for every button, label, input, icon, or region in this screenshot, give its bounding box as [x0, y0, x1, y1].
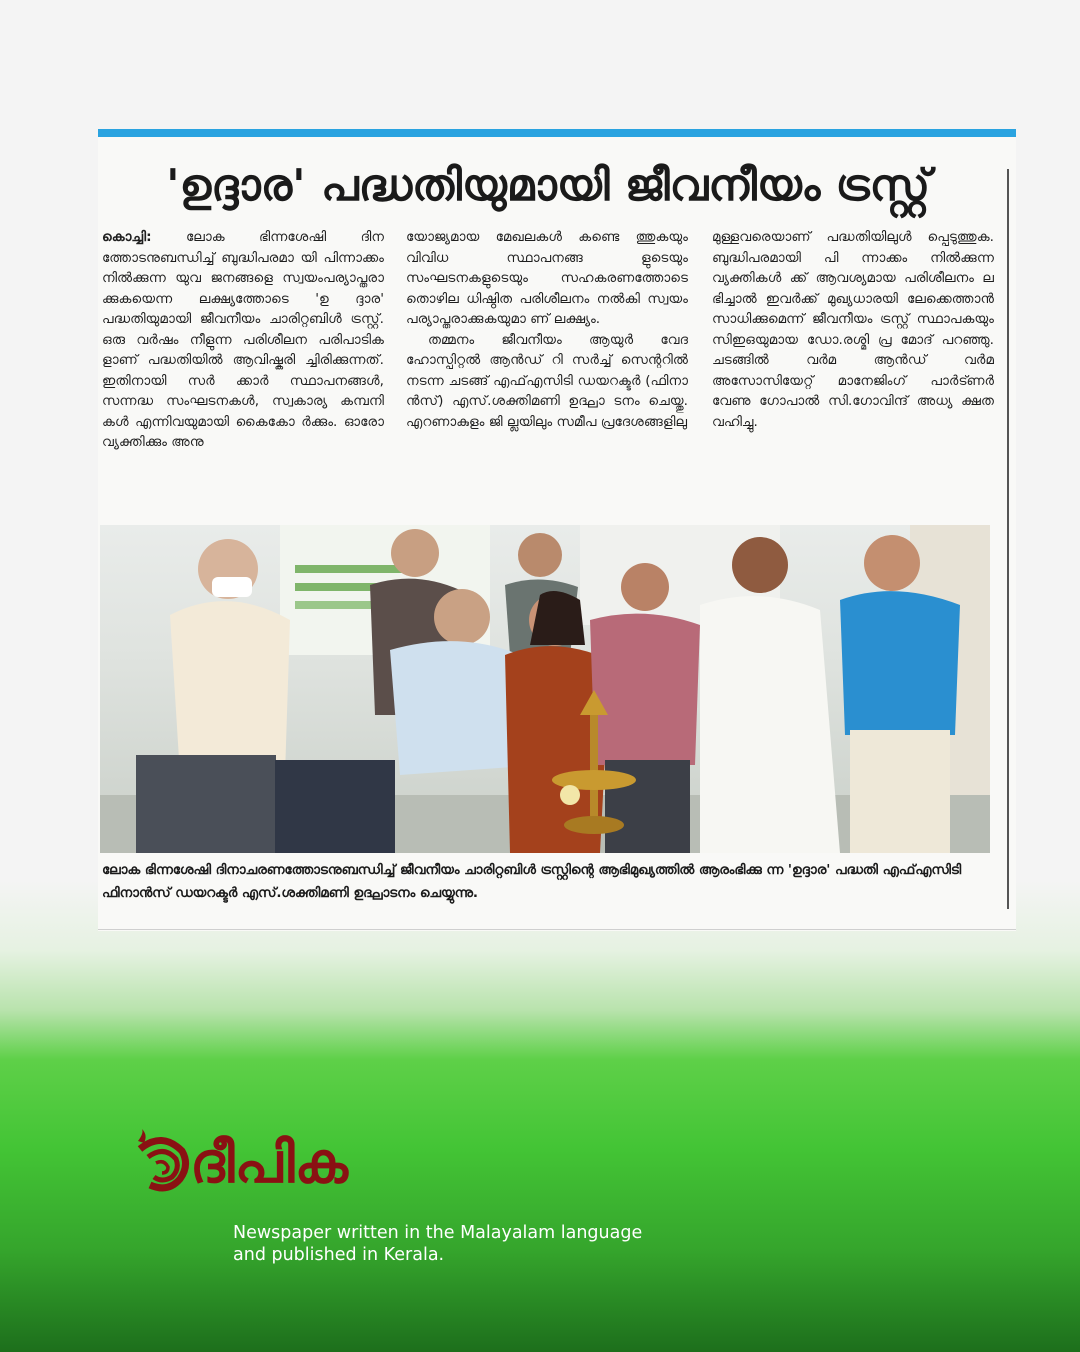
- person-6-shirt: [590, 614, 700, 765]
- person-4-trousers: [275, 760, 395, 853]
- newspaper-clipping: [98, 129, 1016, 931]
- person-7-head: [732, 537, 788, 593]
- person-6-head: [621, 563, 669, 611]
- column-rule: [1007, 169, 1009, 909]
- article-column-3: [712, 227, 994, 509]
- person-1-trousers: [136, 755, 276, 853]
- person-8-head: [864, 535, 920, 591]
- person-8-trousers: [850, 730, 950, 853]
- brand-tagline: Newspaper written in the Malayalam language and published in Kerala.: [233, 1223, 643, 1265]
- logo-wordmark: ദീപിക: [190, 1131, 348, 1196]
- article-column-2: [406, 227, 688, 509]
- article-headline: 'ഉദ്ദാര' പദ്ധതിയുമായി ജീവനീയം ട്രസ്റ്റ്: [166, 160, 930, 211]
- photo-illustration: [100, 525, 990, 853]
- clipping-bottom-rule: [98, 929, 1016, 930]
- person-1-shirt: [170, 601, 290, 775]
- article-column-1: [102, 227, 384, 509]
- article-dateline: കൊച്ചി:: [102, 229, 152, 245]
- person-4-head: [434, 589, 490, 645]
- person-7-cassock: [700, 596, 840, 853]
- lamp-base: [564, 816, 624, 834]
- column-3-text: മുള്ളവരെയാണ് പദ്ധതിയിലുൾ പ്പെടുത്തുക. ബുദ്ധിപരമായി പി ന്നാക്കം നിൽക്കുന്ന വ്യക്തികൾ ക്ക് ആവശ്യമായ പരിശീലനം ല ഭിച്ചാൽ ഇവർക്ക് മുഖ്യധാരയി ലേക്കെത്താൻ സാധിക്കുമെന്ന് ജീവനീയം ട്രസ്റ്റ് സ്ഥാപകയും സിഇഒയുമായ ഡോ.രശ്മി പ്ര മോദ് പറഞ്ഞു. ചടങ്ങിൽ വർമ ആൻഡ് വർമ അസോസിയേറ്റ് മാനേജിംഗ് പാർട്ണർ വേണു ഗോപാൽ സി.ഗോവിന്ദ് അധ്യ ക്ഷത വഹിച്ചു.: [712, 229, 994, 430]
- lamp-swirl-icon: [132, 1127, 192, 1201]
- person-2-head: [391, 529, 439, 577]
- flower-garland: [560, 785, 580, 805]
- column-1-text: ലോക ഭിന്നശേഷി ദിന ത്തോടനുബന്ധിച്ച് ബുദ്ധിപരമാ യി പിന്നാക്കം നിൽക്കുന്ന യുവ ജനങ്ങളെ സ്വയംപര്യാപ്തരാ ക്കുകയെന്ന ലക്ഷ്യത്തോടെ 'ഉ ദ്ദാര' പദ്ധതിയുമായി ജീവനീയം ചാരിറ്റബിൾ ട്രസ്റ്റ്. ഒരു വർഷം നീളുന്ന പരിശീലന പരിപാടിക ളാണ് പദ്ധതിയിൽ ആവിഷ്കരി ച്ചിരിക്കുന്നത്. ഇതിനായി സർ ക്കാർ സ്ഥാപനങ്ങൾ, സന്നദ്ധ സംഘടനകൾ, സ്വകാര്യ കമ്പനി കൾ എന്നിവയുമായി കൈകോ ർക്കും. ഓരോ വ്യക്തിക്കും അനു: [102, 229, 384, 450]
- person-3-head: [518, 533, 562, 577]
- column-2-paragraph-1: യോജ്യമായ മേഖലകൾ കണ്ടെ ത്തുകയും വിവിധ സ്ഥാപനങ്ങ ളുടെയും സംഘടനകളുടെയും സഹകരണത്തോടെ തൊഴില ധിഷ്ഠിത പരിശീലനം നൽകി സ്വയം പര്യാപ്തരാക്കുകയുമാ ണ് ലക്ഷ്യം.: [406, 229, 688, 327]
- deepika-logo: [132, 1127, 512, 1201]
- photo-caption: ലോക ഭിന്നശേഷി ദിനാചരണത്തോടനുബന്ധിച്ച് ജീവനീയം ചാരിറ്റബിൾ ട്രസ്റ്റിന്റെ ആഭിമുഖ്യത്തിൽ ആരംഭിക്കു ന്ന 'ഉദ്ദാര' പദ്ധതി എഫ്എസിടി ഫിനാൻസ് ഡയറക്ടർ എസ്.ശക്തിമണി ഉദ്ഘാടനം ചെയ്യുന്നു.: [102, 863, 962, 901]
- person-8-shirt: [840, 591, 960, 735]
- column-2-paragraph-2: തമ്മനം ജീവനീയം ആയുർ വേദ ഹോസ്പിറ്റൽ ആൻഡ് റി സർച്ച് സെന്ററിൽ നടന്ന ചടങ്ങ് എഫ്എസിടി ഡയറക്ടർ (ഫിനാ ൻസ്) എസ്.ശക്തിമണി ഉദ്ഘാ ടനം ചെയ്തു. എറണാകുളം ജി ല്ലയിലും സമീപ പ്രദേശങ്ങളിലു: [406, 331, 688, 430]
- event-photo: [100, 525, 990, 853]
- top-accent-bar: [98, 129, 1016, 137]
- person-1-mask: [212, 577, 252, 597]
- banner-strip: [295, 565, 405, 573]
